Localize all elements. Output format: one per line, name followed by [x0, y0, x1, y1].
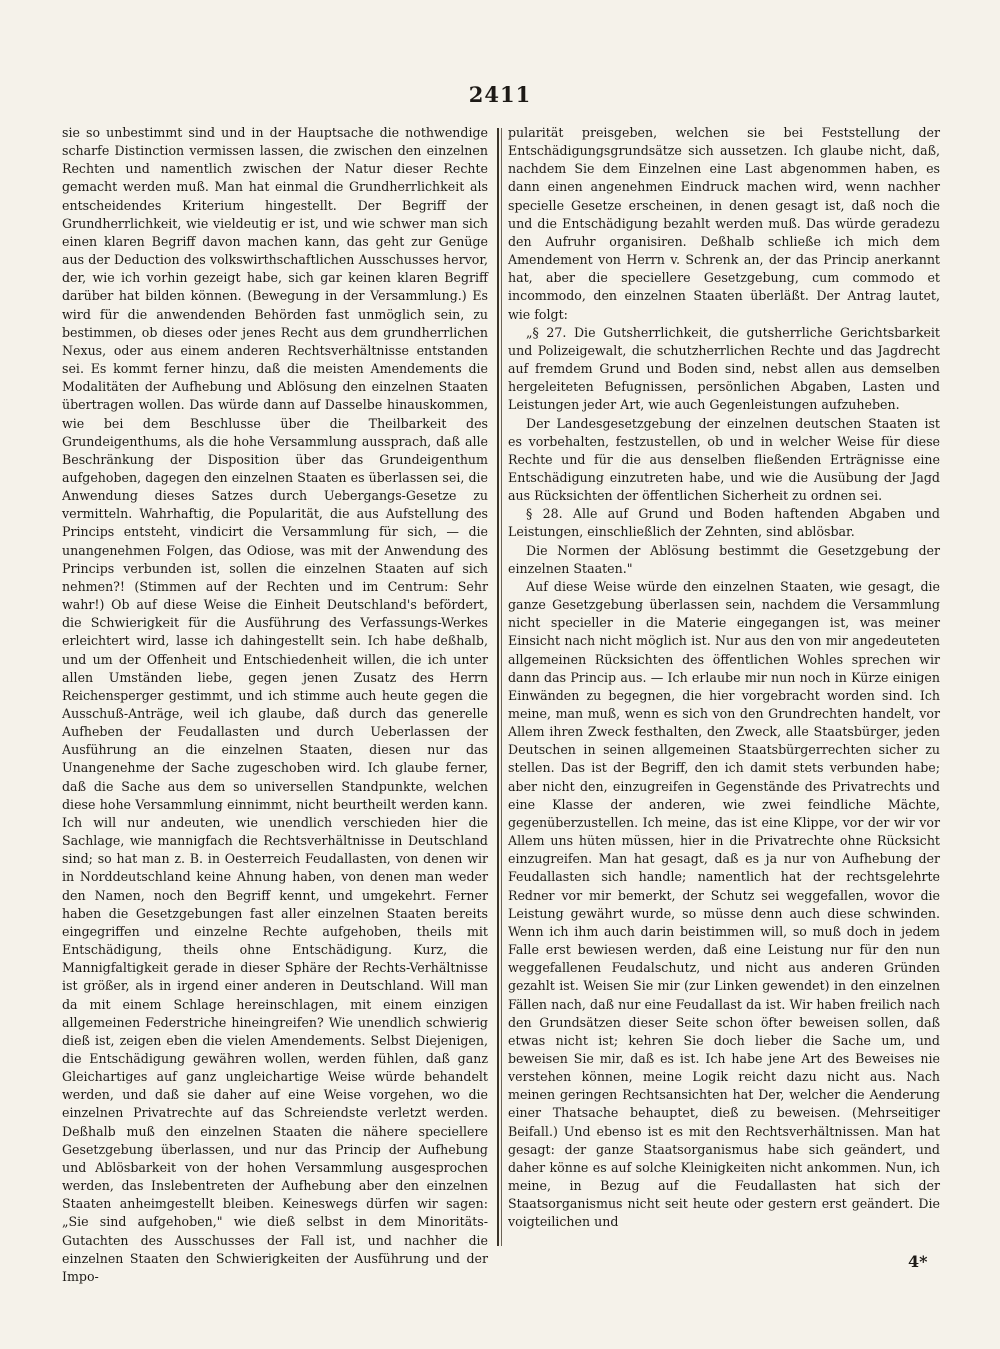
left-column — [62, 124, 488, 1284]
sheet-signature: 4* — [908, 1252, 928, 1271]
paragraph: sie so unbestimmt sind und in der Hauptsache die nothwendige scharfe Distinction vermissen lassen, die zwischen den einzelnen Rechten und namentlich zwischen der Natur dieser Rechte gemacht werden muß. Man hat einmal die Grundherrlichkeit als entscheidendes Kriterium hingestellt. Der Begriff der Grundherrlichkeit, wie vieldeutig er ist, und wie schwer man sich einen klaren Begriff davon machen kann, das geht zur Genüge aus der Deduction des volkswirthschaftlichen Ausschusses hervor, der, wie ich vorhin gezeigt habe, sich gar keinen klaren Begriff darüber hat bilden können. (Bewegung in der Versammlung.) Es wird für die anwendenden Behörden fast unmöglich sein, zu bestimmen, ob dieses oder jenes Recht aus dem grundherrlichen Nexus, oder aus einem anderen Rechtsverhältnisse entstanden sei. Es kommt ferner hinzu, daß die meisten Amendements die Modalitäten der Aufhebung und Ablösung den einzelnen Staaten übertragen wollen. Das würde dann auf Dasselbe hinauskommen, wie bei dem Beschlusse über die Theilbarkeit des Grundeigenthums, als die hohe Versammlung aussprach, daß alle Beschränkung der Disposition über das Grundeigenthum aufgehoben, dagegen den einzelnen Staaten es überlassen sei, die Anwendung dieses Satzes durch Uebergangs-Gesetze zu vermitteln. Wahrhaftig, die Popularität, die aus Aufstellung des Princips entsteht, vindicirt die Versammlung für sich, — die unangenehmen Folgen, das Odiose, was mit der Anwendung des Princips verbunden ist, sollen die einzelnen Staaten auf sich nehmen?! (Stimmen auf der Rechten und im Centrum: Sehr wahr!) Ob auf diese Weise die Einheit Deutschland's befördert, die Schwierigkeit für die Ausführung des Verfassungs-Werkes erleichtert wird, lasse ich dahingestellt sein. Ich habe deßhalb, und um der Offenheit und Entschiedenheit willen, die ich unter allen Umständen liebe, gegen jenen Zusatz des Herrn Reichensperger gestimmt, und ich stimme auch heute gegen die Ausschuß-Anträge, weil ich glaube, daß durch das generelle Aufheben der Feudallasten und durch Ueberlassen der Ausführung an die einzelnen Staaten, diesen nur das Unangenehme der Sache zugeschoben wird. Ich glaube ferner, daß die Sache aus dem so universellen Standpunkte, welchen diese hohe Versammlung einnimmt, nicht beurtheilt werden kann. Ich will nur andeuten, wie unendlich verschieden hier die Sachlage, wie mannigfach die Rechtsverhältnisse in Deutschland sind; so hat man z. B. in Oesterreich Feudallasten, von denen wir in Norddeutschland keine Ahnung haben, von denen man weder den Namen, noch den Begriff kennt, und umgekehrt. Ferner haben die Gesetzgebungen fast aller einzelnen Staaten bereits eingegriffen und einzelne Rechte aufgehoben, theils mit Entschädigung, theils ohne Entschädigung. Kurz, die Mannigfaltigkeit gerade in dieser Sphäre der Rechts-Verhältnisse ist größer, als in irgend einer anderen in Deutschland. Will man da mit einem Schlage hereinschlagen, mit einem einzigen allgemeinen Federstriche hineingreifen? Wie unendlich schwierig dieß ist, zeigen eben die vielen Amendements. Selbst Diejenigen, die Entschädigung gewähren wollen, werden fühlen, daß ganz Gleichartiges auf ganz ungleichartige Weise würde behandelt werden, und daß sie daher auf eine Weise vorgehen, wo die einzelnen Privatrechte auf das Schreiendste verletzt werden. Deßhalb muß den einzelnen Staaten die nähere speciellere Gesetzgebung überlassen, und nur das Princip der Aufhebung und Ablösbarkeit von der hohen Versammlung ausgesprochen werden, das Inslebentreten der Aufhebung aber den einzelnen Staaten anheimgestellt bleiben. Keineswegs dürfen wir sagen: „Sie sind aufgehoben," wie dieß selbst in dem Minoritäts-Gutachten des Ausschusses der Fall ist, und nachher die einzelnen Staaten den Schwierigkeiten der Ausführung und der Impo- — [62, 125, 488, 1284]
paragraph: § 28. Alle auf Grund und Boden haftenden Abgaben und Leistungen, einschließlich der Zehnten, sind ablösbar. — [508, 506, 940, 540]
right-column — [508, 124, 940, 1246]
column-divider-thin — [501, 128, 502, 1246]
page-number: 2411 — [468, 82, 532, 107]
paragraph: Die Normen der Ablösung bestimmt die Gesetzgebung der einzelnen Staaten." — [508, 542, 940, 576]
column-divider — [497, 128, 499, 1246]
paragraph: Auf diese Weise würde den einzelnen Staaten, wie gesagt, die ganze Gesetzgebung überlassen sein, nachdem die Versammlung nicht specieller in die Materie eingegangen ist, was meiner Einsicht nach nicht möglich ist. Nur aus den von mir angedeuteten allgemeinen Rücksichten des öffentlichen Wohles sprechen wir dann das Princip aus. — Ich erlaube mir nun noch in Kürze einigen Einwänden zu begegnen, die hier vorgebracht worden sind. Ich meine, man muß, wenn es sich von den Grundrechten handelt, vor Allem ihren Zweck festhalten, den Zweck, alle Staatsbürger, jeden Deutschen in seinen allgemeinen Staatsbürgerrechten sicher zu stellen. Das ist der Begriff, den ich damit stets verbunden habe; aber nicht den, einzugreifen in Gegenstände des Privatrechts und eine Klasse der anderen, wie zwei feindliche Mächte, gegenüberzustellen. Ich meine, das ist eine Klippe, vor der wir vor Allem uns hüten müssen, hier in die Privatrechte ohne Rücksicht einzugreifen. Man hat gesagt, daß es ja nur von Aufhebung der Feudallasten sich handle; namentlich hat der rechtsgelehrte Redner vor mir bemerkt, der Schutz sei weggefallen, wovor die Leistung gewährt wurde, so müsse denn auch diese schwinden. Wenn ich ihm auch darin beistimmen will, so muß doch in jedem Falle erst bewiesen werden, daß eine Leistung nur für den nun weggefallenen Feudalschutz, und nicht aus anderen Gründen gezahlt ist. Weisen Sie mir (zur Linken gewendet) in den einzelnen Fällen nach, daß nur eine Feudallast da ist. Wir haben freilich nach den Grundsätzen dieser Seite schon öfter beweisen sollen, daß etwas nicht ist; kehren Sie doch lieber die Sache um, und beweisen Sie mir, daß es ist. Ich habe jene Art des Beweises nie verstehen können, meine Logik reicht dazu nicht aus. Nach meinen geringen Rechtsansichten hat Der, welcher die Aenderung einer Thatsache behauptet, dieß zu beweisen. (Mehrseitiger Beifall.) Und ebenso ist es mit den Rechtsverhältnissen. Man hat gesagt: der ganze Staatsorganismus habe sich geändert, und daher könne es auf solche Kleinigkeiten nicht ankommen. Nun, ich meine, in Bezug auf die Feudallasten hat sich der Staatsorganismus nicht seit heute oder gestern erst geändert. Die voigteilichen und — [508, 578, 940, 1230]
paragraph: pularität preisgeben, welchen sie bei Feststellung der Entschädigungsgrundsätze sich aussetzen. Ich glaube nicht, daß, nachdem Sie dem Einzelnen eine Last abgenommen haben, es dann einen angenehmen Eindruck machen wird, wenn nachher specielle Gesetze erscheinen, in denen gesagt ist, daß noch die und die Entschädigung bezahlt werden muß. Das würde geradezu den Aufruhr organisiren. Deßhalb schließe ich mich dem Amendement von Herrn v. Schrenk an, der das Princip anerkannt hat, aber die speciellere Gesetzgebung, cum commodo et incommodo, den einzelnen Staaten überläßt. Der Antrag lautet, wie folgt: — [508, 125, 940, 322]
paragraph: Der Landesgesetzgebung der einzelnen deutschen Staaten ist es vorbehalten, festzustellen, ob und in welcher Weise für diese Rechte und für die aus denselben fließenden Erträgnisse eine Entschädigung einzutreten habe, und wie die Ausübung der Jagd aus Rücksichten der öffentlichen Sicherheit zu ordnen sei. — [508, 415, 940, 504]
paragraph: „§ 27. Die Gutsherrlichkeit, die gutsherrliche Gerichtsbarkeit und Polizeigewalt, die schutzherrlichen Rechte und das Jagdrecht auf fremdem Grund und Boden sind, nebst allen aus demselben hergeleiteten Befugnissen, persönlichen Abgaben, Lasten und Leistungen jeder Art, wie auch Gegenleistungen aufzuheben. — [508, 324, 940, 413]
